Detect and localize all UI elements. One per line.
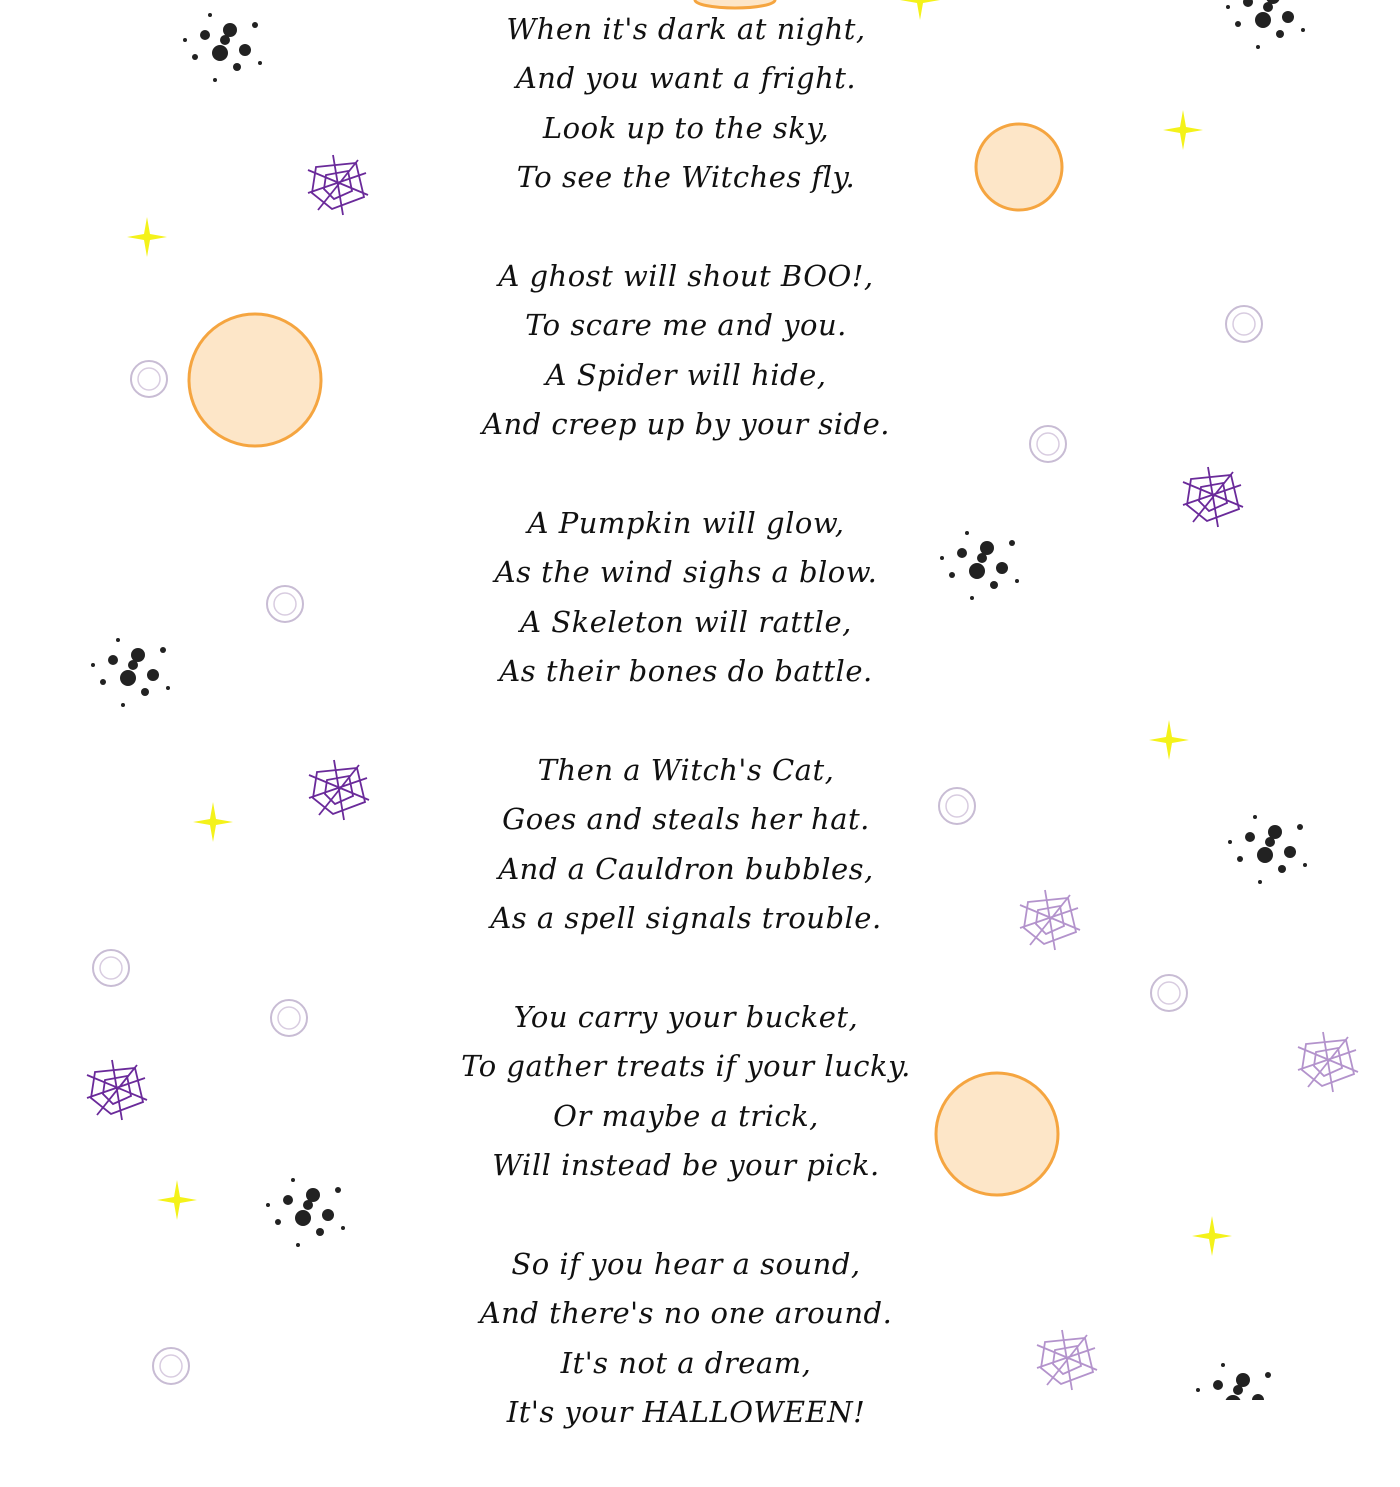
- stanza: [0, 5, 1372, 203]
- poem-line: Look up to the sky,: [542, 110, 830, 145]
- poem-line: To scare me and you.: [525, 308, 847, 343]
- poem-line: And creep up by your side.: [482, 407, 890, 442]
- poem-line: A Spider will hide,: [545, 357, 827, 392]
- poem-line: Or maybe a trick,: [553, 1098, 819, 1133]
- poem-line: And you want a fright.: [515, 61, 857, 96]
- poem-line: A ghost will shout BOO!,: [498, 258, 874, 293]
- poem-line: Will instead be your pick.: [492, 1147, 880, 1182]
- poem-line: It's your HALLOWEEN!: [506, 1394, 866, 1429]
- stanza: [0, 1240, 1372, 1438]
- stanza: [0, 252, 1372, 450]
- poem-line: And there's no one around.: [479, 1296, 893, 1331]
- poem-line: You carry your bucket,: [513, 999, 859, 1034]
- poem-line: When it's dark at night,: [506, 12, 866, 46]
- poem-line: A Skeleton will rattle,: [520, 604, 852, 639]
- poem: [0, 5, 1372, 1487]
- poem-line: Goes and steals her hat.: [502, 802, 870, 837]
- poem-line: To gather treats if your lucky.: [461, 1049, 911, 1084]
- poem-line: So if you hear a sound,: [511, 1246, 861, 1281]
- stanza: [0, 499, 1372, 697]
- stanza: [0, 746, 1372, 944]
- poem-line: Then a Witch's Cat,: [537, 752, 835, 787]
- poem-line: It's not a dream,: [560, 1345, 812, 1380]
- poem-line: As their bones do battle.: [499, 654, 873, 689]
- poem-line: A Pumpkin will glow,: [527, 505, 845, 540]
- stanza: [0, 993, 1372, 1191]
- poem-line: To see the Witches fly.: [516, 160, 856, 195]
- poem-line: And a Cauldron bubbles,: [498, 851, 874, 886]
- poem-line: As a spell signals trouble.: [490, 901, 882, 936]
- poem-line: As the wind sighs a blow.: [494, 555, 878, 590]
